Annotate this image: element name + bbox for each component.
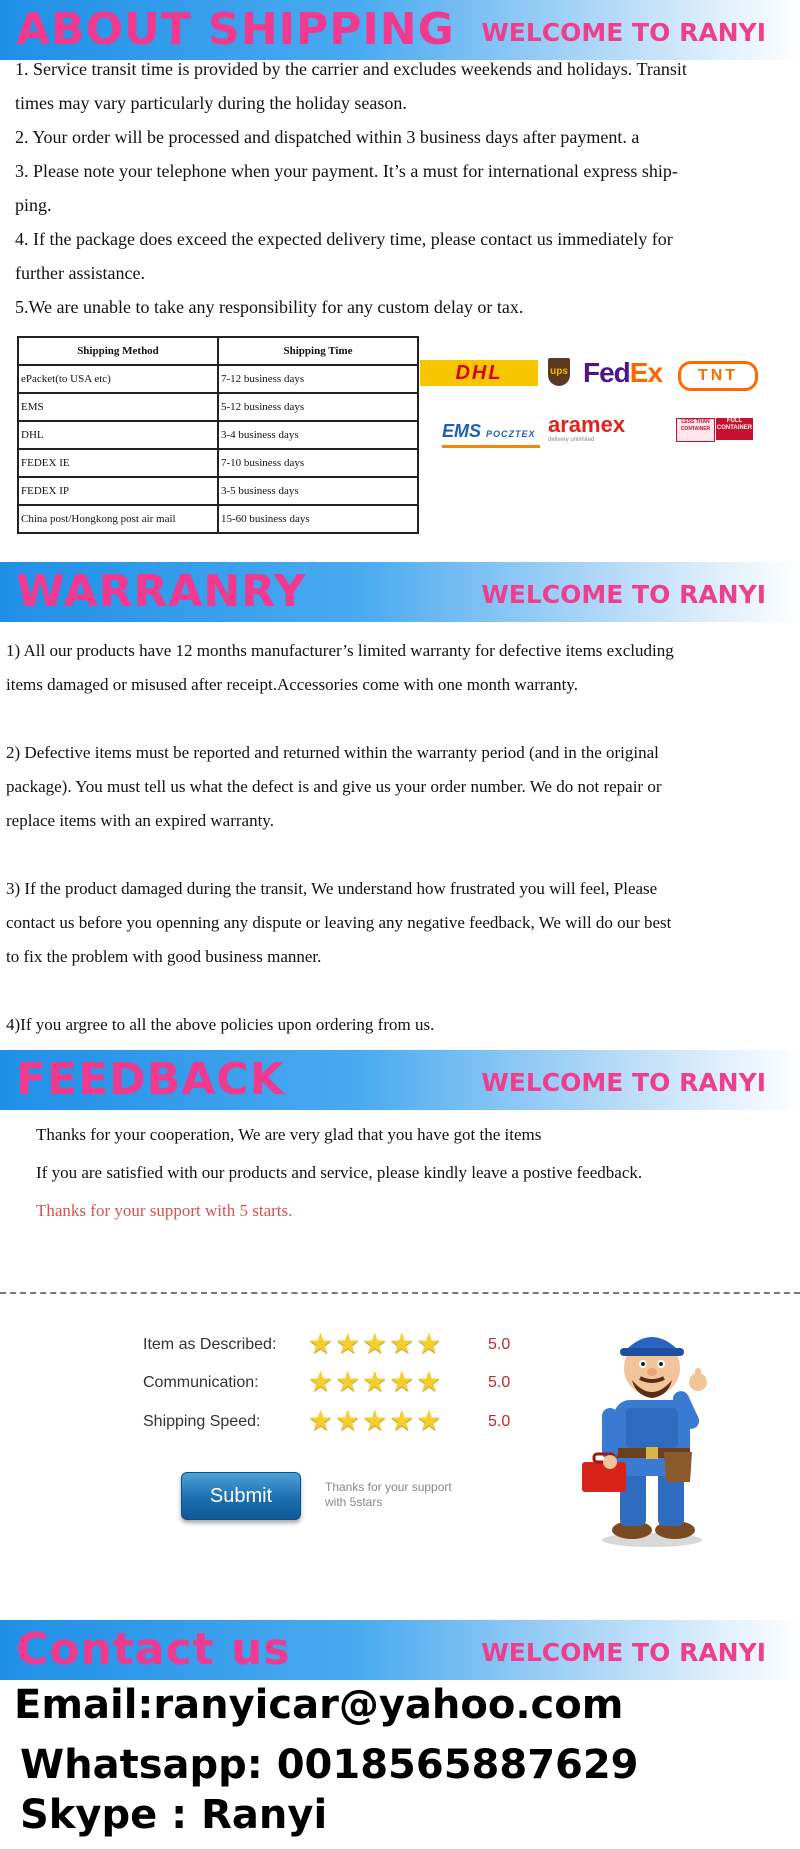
shipping-line: 1. Service transit time is provided by the carrier and excludes weekends and holidays. Transit (15, 59, 687, 79)
table-cell: FEDEX IE (18, 449, 218, 477)
contact-whatsapp: Whatsapp: 0018565887629 (20, 1742, 639, 1788)
warranty-line: 3) If the product damaged during the transit, We understand how frustrated you will feel, Please (6, 879, 658, 898)
contact-welcome: WELCOME TO RANYI (481, 1638, 766, 1667)
table-row (18, 505, 418, 533)
support-note (325, 1480, 485, 1510)
aramex-logo (548, 414, 625, 444)
rating-label: Shipping Speed: (143, 1413, 261, 1430)
table-row (18, 477, 418, 505)
shipping-title: ABOUT SHIPPING (16, 4, 455, 55)
feedback-line-highlight: Thanks for your support with 5 starts. (36, 1201, 293, 1220)
fedex-logo-ex: Ex (629, 357, 663, 388)
fedex-logo (583, 357, 662, 389)
section-divider (0, 1292, 800, 1294)
feedback-banner (0, 1050, 800, 1110)
table-cell: 3-5 business days (218, 477, 418, 505)
warranty-line: 1) All our products have 12 months manufacturer’s limited warranty for defective items excluding (6, 641, 674, 660)
feedback-text (36, 1116, 796, 1230)
feedback-title: FEEDBACK (16, 1054, 285, 1105)
table-header: Shipping Time (218, 337, 418, 365)
worker-mascot-icon (580, 1312, 720, 1550)
shipping-line: further assistance. (15, 263, 145, 283)
support-note-line: Thanks for your support (325, 1480, 452, 1494)
shipping-policy-text (15, 52, 785, 324)
fcl-logo-text: FULL CONTAINER (716, 418, 753, 431)
rating-stars-icon: ★★★★★ (308, 1367, 444, 1398)
table-row (18, 449, 418, 477)
tnt-logo (678, 361, 758, 391)
rating-score: 5.0 (488, 1374, 511, 1391)
table-cell: 5-12 business days (218, 393, 418, 421)
shipping-line: 2. Your order will be processed and dispatched within 3 business days after payment. a (15, 127, 640, 147)
table-cell: 7-12 business days (218, 365, 418, 393)
warranty-text (6, 634, 796, 1042)
table-cell: ePacket(to USA etc) (18, 365, 218, 393)
lcl-logo (676, 418, 715, 442)
contact-email: Email:ranyicar@yahoo.com (14, 1682, 624, 1728)
warranty-line: contact us before you openning any dispute or leaving any negative feedback, We will do our best (6, 913, 672, 932)
ups-logo-text: ups (550, 366, 568, 377)
shipping-welcome: WELCOME TO RANYI (481, 18, 766, 47)
aramex-logo-text: aramex (548, 412, 626, 437)
feedback-line: If you are satisfied with our products and service, please kindly leave a postive feedback. (36, 1163, 643, 1182)
shipping-line: 4. If the package does exceed the expected delivery time, please contact us immediately for (15, 229, 673, 249)
shipping-table (17, 336, 419, 534)
warranty-line: items damaged or misused after receipt.Accessories come with one month warranty. (6, 675, 578, 694)
warranty-line: to fix the problem with good business manner. (6, 947, 322, 966)
table-row (18, 365, 418, 393)
warranty-line: 2) Defective items must be reported and returned within the warranty period (and in the original (6, 743, 659, 762)
warranty-banner (0, 562, 800, 622)
rating-score: 5.0 (488, 1413, 511, 1430)
ems-logo (442, 420, 540, 448)
table-cell: 7-10 business days (218, 449, 418, 477)
table-row (18, 393, 418, 421)
shipping-line: ping. (15, 195, 52, 215)
fedex-logo-fed: Fed (583, 357, 630, 388)
rating-stars-icon: ★★★★★ (308, 1329, 444, 1360)
contact-title: Contact us (16, 1624, 291, 1675)
feedback-welcome: WELCOME TO RANYI (481, 1068, 766, 1097)
shipping-line: 5.We are unable to take any responsibility for any custom delay or tax. (15, 297, 524, 317)
rating-score: 5.0 (488, 1336, 511, 1353)
rating-label: Item as Described: (143, 1336, 277, 1353)
dhl-logo-text: DHL (455, 362, 503, 384)
feedback-line: Thanks for your cooperation, We are very glad that you have got the items (36, 1125, 542, 1144)
warranty-line: 4)If you argree to all the above policies upon ordering from us. (6, 1015, 435, 1034)
contact-skype: Skype : Ranyi (20, 1792, 328, 1838)
shipping-line: 3. Please note your telephone when your payment. It’s a must for international express ship- (15, 161, 678, 181)
warranty-line: replace items with an expired warranty. (6, 811, 274, 830)
table-cell: DHL (18, 421, 218, 449)
table-header-row (18, 337, 418, 365)
lcl-logo-text: LESS THAN CONTAINER (680, 419, 711, 432)
table-cell: EMS (18, 393, 218, 421)
tnt-logo-text: TNT (697, 367, 739, 384)
fcl-logo (716, 418, 753, 440)
dhl-logo (420, 360, 538, 386)
table-row (18, 421, 418, 449)
warranty-line: package). You must tell us what the defect is and give us your order number. We do not repair or (6, 777, 662, 796)
ems-logo-text: EMS (442, 421, 482, 441)
pocztex-logo-text: POCZTEX (486, 429, 536, 439)
submit-button[interactable]: Submit (181, 1472, 301, 1520)
table-cell: FEDEX IP (18, 477, 218, 505)
table-cell: 3-4 business days (218, 421, 418, 449)
warranty-welcome: WELCOME TO RANYI (481, 580, 766, 609)
ups-logo (548, 358, 570, 386)
warranty-title: WARRANRY (16, 566, 307, 617)
rating-label: Communication: (143, 1374, 259, 1391)
table-header: Shipping Method (18, 337, 218, 365)
table-cell: China post/Hongkong post air mail (18, 505, 218, 533)
shipping-line: times may vary particularly during the holiday season. (15, 93, 407, 113)
support-note-line: with 5stars (325, 1495, 383, 1509)
rating-stars-icon: ★★★★★ (308, 1406, 444, 1437)
table-cell: 15-60 business days (218, 505, 418, 533)
contact-banner (0, 1620, 800, 1680)
shipping-banner (0, 0, 800, 60)
aramex-tagline: delivery unlimited (548, 437, 595, 443)
